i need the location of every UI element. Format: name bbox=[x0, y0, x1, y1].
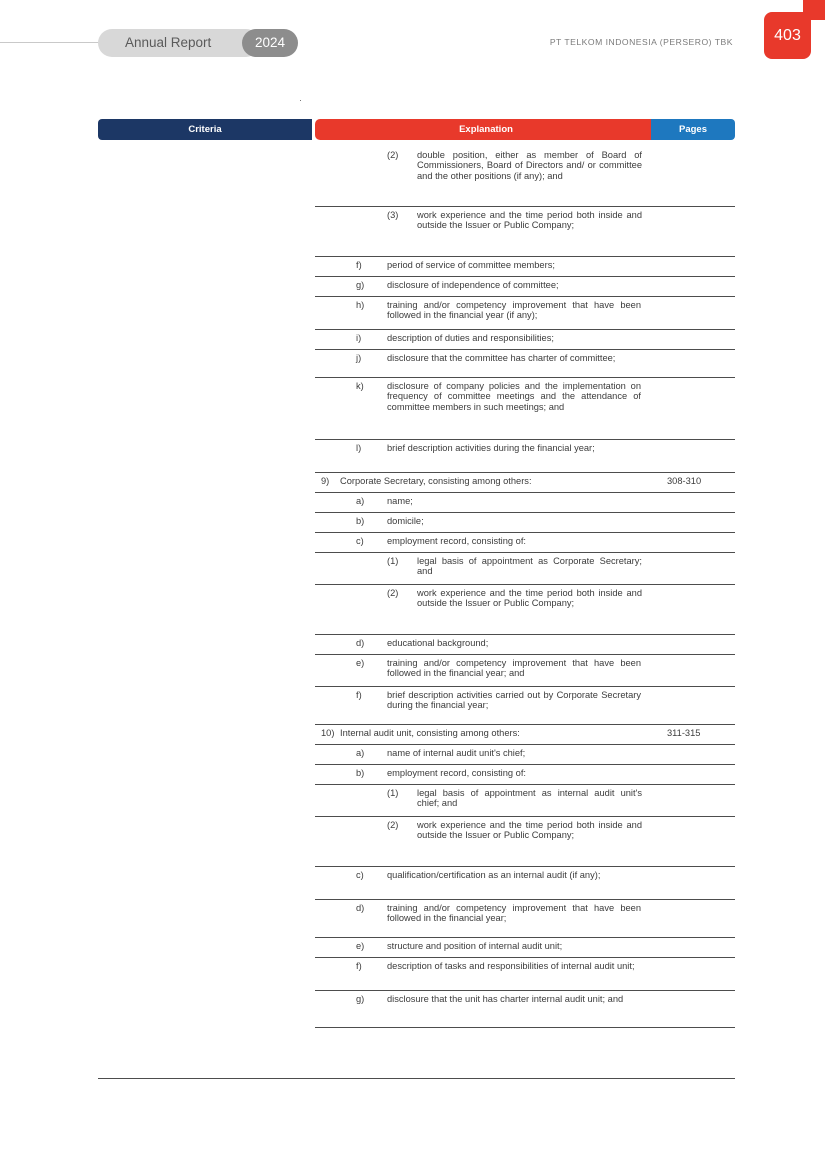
row-text: employment record, consisting of: bbox=[387, 768, 526, 778]
row-number: (3) bbox=[387, 210, 399, 220]
row-number: k) bbox=[356, 381, 364, 391]
row-text: qualification/certification as an internal audit (if any); bbox=[387, 870, 601, 880]
row-number: d) bbox=[356, 638, 365, 648]
row-text: description of tasks and responsibilities of internal audit unit; bbox=[387, 961, 635, 971]
table-row bbox=[315, 473, 735, 493]
row-number: 10) bbox=[321, 728, 335, 738]
page-number: 403 bbox=[764, 12, 811, 59]
table-row bbox=[315, 938, 735, 958]
row-text: employment record, consisting of: bbox=[387, 536, 526, 546]
row-text: disclosure that the committee has charter of committee; bbox=[387, 353, 616, 363]
table-row bbox=[315, 765, 735, 785]
row-text: Corporate Secretary, consisting among others: bbox=[340, 476, 532, 486]
header-rule bbox=[0, 42, 110, 43]
row-text: brief description activities during the financial year; bbox=[387, 443, 595, 453]
stray-mark bbox=[300, 100, 301, 101]
table-row bbox=[315, 867, 735, 900]
row-text: legal basis of appointment as Corporate Secretary; and bbox=[417, 556, 642, 577]
table-row bbox=[315, 330, 735, 350]
row-number: l) bbox=[356, 443, 362, 453]
row-text: structure and position of internal audit unit; bbox=[387, 941, 563, 951]
table-row bbox=[315, 785, 735, 817]
table-row bbox=[315, 958, 735, 991]
row-text: name of internal audit unit's chief; bbox=[387, 748, 526, 758]
row-number: (2) bbox=[387, 588, 399, 598]
table-row bbox=[315, 725, 735, 745]
table-row bbox=[315, 655, 735, 687]
row-pages: 311-315 bbox=[667, 728, 701, 738]
row-number: i) bbox=[356, 333, 362, 343]
table-row bbox=[315, 553, 735, 585]
row-text: work experience and the time period both inside and outside the Issuer or Public Company; bbox=[417, 820, 642, 841]
table-row bbox=[315, 745, 735, 765]
table-row bbox=[315, 493, 735, 513]
row-number: b) bbox=[356, 768, 365, 778]
row-text: description of duties and responsibilities; bbox=[387, 333, 554, 343]
table-row bbox=[315, 585, 735, 635]
table-row bbox=[315, 900, 735, 938]
table-bottom-rule bbox=[98, 1078, 735, 1079]
annual-report-pill: Annual Report bbox=[98, 29, 260, 57]
row-number: (2) bbox=[387, 820, 399, 830]
row-text: brief description activities carried out by Corporate Secretary during the financial year; bbox=[387, 690, 641, 711]
row-number: h) bbox=[356, 300, 365, 310]
row-number: e) bbox=[356, 941, 365, 951]
row-number: g) bbox=[356, 994, 365, 1004]
row-text: Internal audit unit, consisting among others: bbox=[340, 728, 520, 738]
row-text: disclosure of independence of committee; bbox=[387, 280, 559, 290]
table-row bbox=[315, 257, 735, 277]
table-row bbox=[315, 378, 735, 440]
table-row bbox=[315, 635, 735, 655]
row-text: training and/or competency improvement that have been followed in the financial year; and bbox=[387, 658, 641, 679]
explanation-rows bbox=[315, 147, 735, 1028]
row-number: 9) bbox=[321, 476, 330, 486]
row-text: legal basis of appointment as internal audit unit's chief; and bbox=[417, 788, 642, 809]
row-number: (1) bbox=[387, 556, 399, 566]
row-text: training and/or competency improvement that have been followed in the financial year (if any); bbox=[387, 300, 641, 321]
column-header-criteria: Criteria bbox=[98, 119, 312, 140]
table-row bbox=[315, 277, 735, 297]
year-pill: 2024 bbox=[242, 29, 298, 57]
table-row bbox=[315, 513, 735, 533]
column-header-explanation: Explanation bbox=[315, 119, 657, 140]
row-text: disclosure that the unit has charter internal audit unit; and bbox=[387, 994, 624, 1004]
row-text: educational background; bbox=[387, 638, 489, 648]
table-row bbox=[315, 350, 735, 378]
row-number: f) bbox=[356, 690, 362, 700]
company-name: PT TELKOM INDONESIA (PERSERO) TBK bbox=[549, 37, 733, 47]
row-text: name; bbox=[387, 496, 413, 506]
table-row bbox=[315, 533, 735, 553]
row-number: a) bbox=[356, 748, 365, 758]
row-number: e) bbox=[356, 658, 365, 668]
row-number: g) bbox=[356, 280, 365, 290]
row-number: a) bbox=[356, 496, 365, 506]
table-row bbox=[315, 297, 735, 330]
table-row bbox=[315, 687, 735, 725]
row-pages: 308-310 bbox=[667, 476, 702, 486]
row-text: period of service of committee members; bbox=[387, 260, 555, 270]
row-number: c) bbox=[356, 536, 364, 546]
row-text: disclosure of company policies and the implementation on frequency of committee meetings and the attendance of committee members in such meetings; and bbox=[387, 381, 641, 412]
row-number: f) bbox=[356, 961, 362, 971]
row-number: b) bbox=[356, 516, 365, 526]
row-number: (1) bbox=[387, 788, 399, 798]
row-number: f) bbox=[356, 260, 362, 270]
table-row bbox=[315, 817, 735, 867]
row-number: j) bbox=[356, 353, 362, 363]
row-text: domicile; bbox=[387, 516, 424, 526]
column-header-pages: Pages bbox=[651, 119, 735, 140]
row-text: work experience and the time period both inside and outside the Issuer or Public Company; bbox=[417, 210, 642, 231]
row-number: c) bbox=[356, 870, 364, 880]
table-row bbox=[315, 440, 735, 473]
row-number: d) bbox=[356, 903, 365, 913]
row-text: training and/or competency improvement that have been followed in the financial year; bbox=[387, 903, 641, 924]
table-row bbox=[315, 147, 735, 207]
row-number: (2) bbox=[387, 150, 399, 160]
table-row bbox=[315, 991, 735, 1028]
row-text: double position, either as member of Board of Commissioners, Board of Directors and/ or committee and the other positions (if any); and bbox=[417, 150, 642, 181]
row-text: work experience and the time period both inside and outside the Issuer or Public Company; bbox=[417, 588, 642, 609]
table-row bbox=[315, 207, 735, 257]
